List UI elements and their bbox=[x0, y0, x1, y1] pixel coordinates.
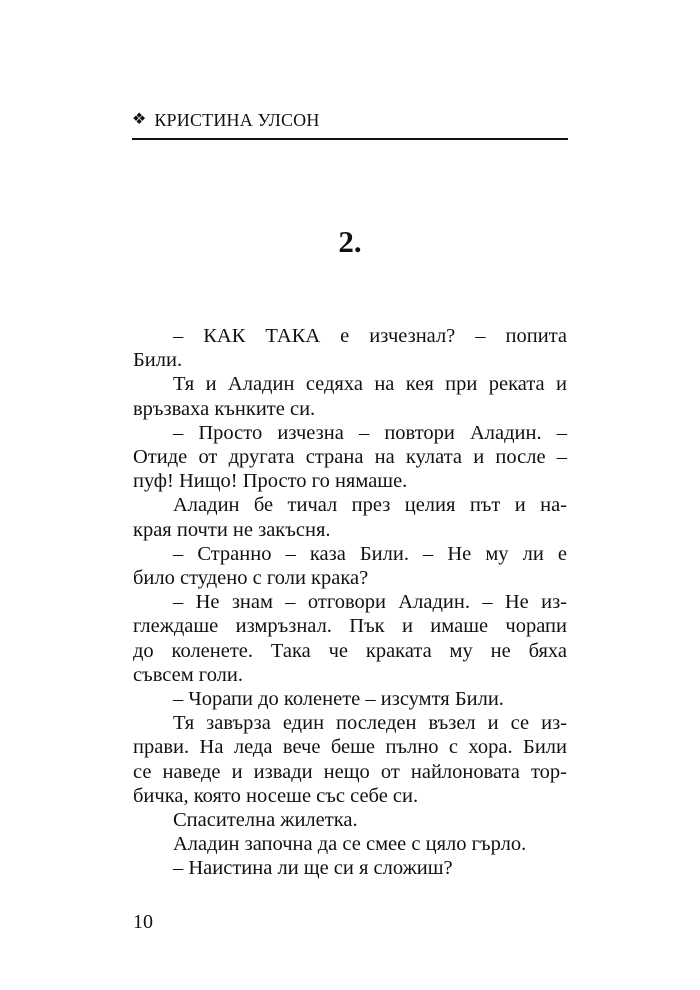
text-line: – КАК ТАКА е изчезнал? – попита bbox=[173, 325, 567, 347]
text-line: прави. На леда вече беше пълно с хора. Били bbox=[133, 736, 567, 759]
running-header-author: КРИСТИНА УЛСОН bbox=[154, 110, 320, 130]
text-line: Отиде от другата страна на кулата и после – bbox=[133, 446, 567, 469]
text-line: се наведе и извади нещо от найлоновата тор- bbox=[133, 760, 567, 783]
text-line: Били. bbox=[133, 349, 183, 372]
text-line: връзваха кънките си. bbox=[133, 397, 316, 420]
text-line: Тя и Аладин седяха на кея при реката и bbox=[173, 373, 567, 396]
text-line: края почти не закъсня. bbox=[133, 518, 331, 541]
ornament-icon: ❖ bbox=[132, 111, 147, 128]
text-line: – Чорапи до коленете – изсумтя Били. bbox=[173, 688, 504, 711]
text-line: Аладин бе тичал през целия път и на- bbox=[173, 494, 567, 517]
running-header bbox=[132, 110, 568, 140]
text-line: до коленете. Така че краката му не бяха bbox=[133, 639, 567, 662]
text-line: глеждаше измръзнал. Пък и имаше чорапи bbox=[133, 615, 567, 638]
text-line: съвсем голи. bbox=[133, 663, 244, 686]
body-text bbox=[133, 324, 567, 881]
chapter-number: 2. bbox=[338, 224, 362, 259]
text-line: бичка, която носеше със себе си. bbox=[133, 784, 419, 807]
text-line: Спасителна жилетка. bbox=[173, 809, 358, 832]
text-line: пуф! Нищо! Просто го нямаше. bbox=[133, 470, 408, 493]
text-line: – Не знам – отговори Аладин. – Не из- bbox=[173, 591, 567, 614]
text-line: – Просто изчезна – повтори Аладин. – bbox=[173, 421, 567, 444]
page-number: 10 bbox=[133, 911, 153, 933]
text-line: – Странно – каза Били. – Не му ли е bbox=[173, 542, 567, 565]
text-line: Тя завърза един последен възел и се из- bbox=[173, 712, 567, 735]
text-line: Аладин започна да се смее с цяло гърло. bbox=[173, 833, 527, 856]
text-line: било студено с голи крака? bbox=[133, 567, 369, 590]
text-line: – Наистина ли ще си я сложиш? bbox=[173, 857, 453, 880]
